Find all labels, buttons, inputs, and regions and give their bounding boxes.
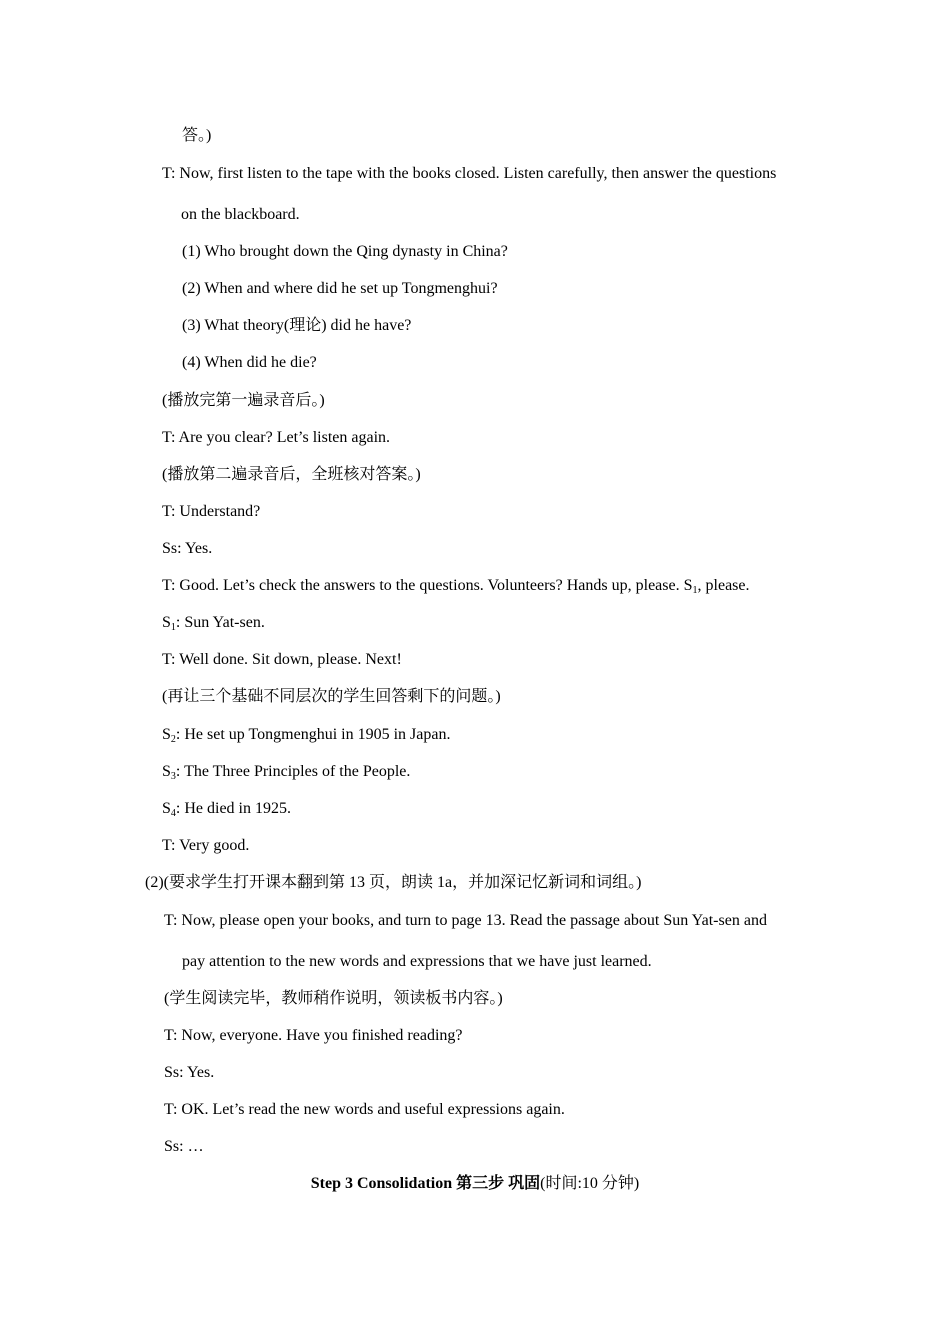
text-line: 答。) [182,127,212,144]
text-line: T: Understand? [162,503,261,520]
text-line: T: Very good. [162,837,250,854]
text-line: Ss: Yes. [164,1064,215,1081]
heading-time: (时间:10 分钟) [540,1175,640,1192]
line-text: T: Good. Let’s check the answers to the questions. Volunteers? Hands up, please. S [162,577,693,594]
text-line: (播放完第一遍录音后。) [162,392,325,409]
text-line: T: Now, please open your books, and turn to page 13. Read the passage about Sun Yat-sen and [164,912,767,929]
text-line: (再让三个基础不同层次的学生回答剩下的问题。) [162,688,501,705]
line-text: , please. [697,577,750,594]
speaker-label: S [162,763,171,780]
line-text: : He set up Tongmenghui in 1905 in Japan. [175,726,451,743]
text-line [162,613,265,633]
line-text: : Sun Yat-sen. [175,614,265,631]
text-line: T: Are you clear? Let’s listen again. [162,429,391,446]
text-line [162,799,291,819]
text-line: Ss: … [164,1138,204,1155]
section-heading [0,1174,950,1194]
text-line [162,762,410,782]
text-line: (播放第二遍录音后，全班核对答案。) [162,466,421,483]
text-line: on the blackboard. [181,206,300,223]
text-line [162,576,750,596]
question-item: (3) What theory(理论) did he have? [182,317,412,334]
heading-bold: Step 3 Consolidation 第三步 巩固 [310,1175,541,1192]
subscript: 2 [170,734,176,745]
text-line: T: OK. Let’s read the new words and useful expressions again. [164,1101,565,1118]
speaker-label: S [162,800,171,817]
subscript: 1 [170,622,176,633]
text-line: T: Well done. Sit down, please. Next! [162,651,402,668]
subscript: 3 [170,771,176,782]
subscript: 4 [170,808,176,819]
text-line: T: Now, everyone. Have you finished reading? [164,1027,463,1044]
text-line [162,725,450,745]
question-item: (2) When and where did he set up Tongmenghui? [182,280,498,297]
speaker-label: S [162,726,171,743]
speaker-label: S [162,614,171,631]
text-line: (2)(要求学生打开课本翻到第 13 页，朗读 1a，并加深记忆新词和词组。) [145,874,642,891]
question-item: (4) When did he die? [182,354,317,371]
text-line: Ss: Yes. [162,540,213,557]
text-line: T: Now, first listen to the tape with the books closed. Listen carefully, then answer the questions [162,165,777,182]
text-line: pay attention to the new words and expressions that we have just learned. [182,953,652,970]
line-text: : He died in 1925. [175,800,291,817]
subscript: 1 [692,585,698,596]
question-item: (1) Who brought down the Qing dynasty in China? [182,243,508,260]
line-text: : The Three Principles of the People. [175,763,411,780]
text-line: (学生阅读完毕，教师稍作说明，领读板书内容。) [164,990,503,1007]
